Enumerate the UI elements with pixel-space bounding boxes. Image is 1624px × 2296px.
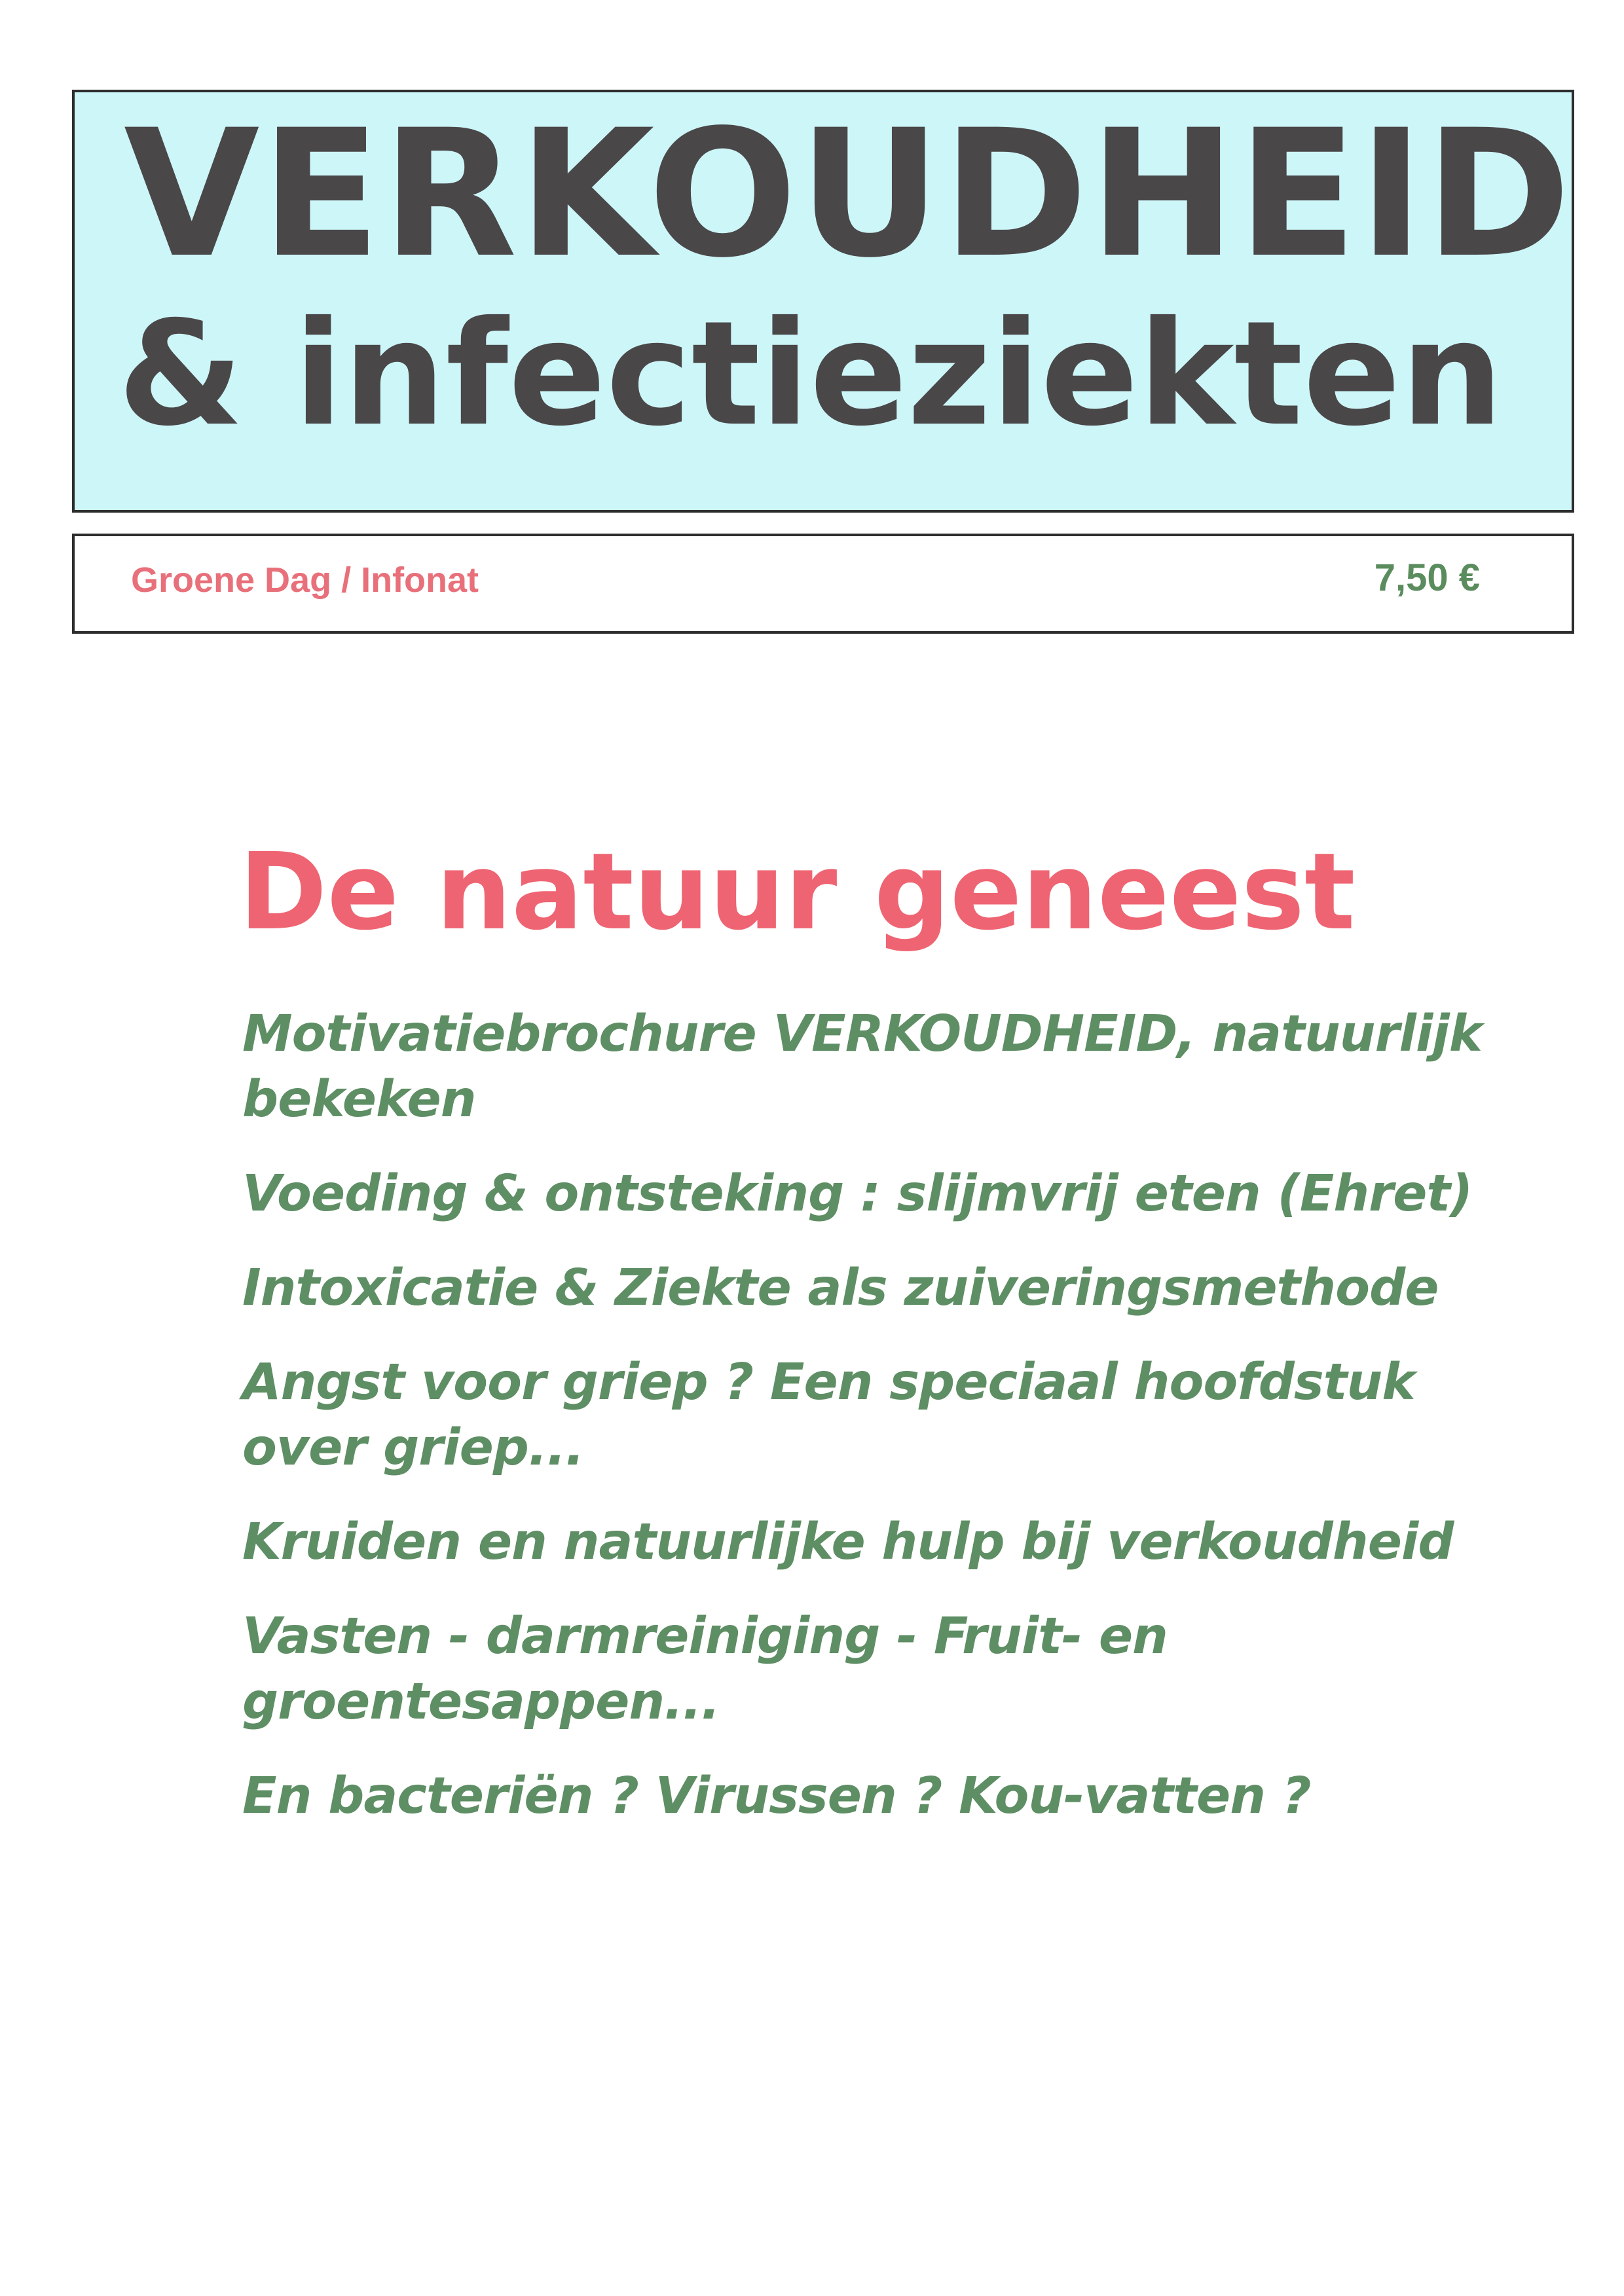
topic-item: En bacteriën ? Virussen ? Kou-vatten ? xyxy=(242,1767,1311,1825)
topic-list xyxy=(242,1002,1545,1858)
info-bar xyxy=(72,534,1574,634)
topic-item: Voeding & ontsteking : slijmvrij eten (Ehret) xyxy=(242,1165,1473,1223)
title-box xyxy=(72,90,1574,513)
topic-item: Kruiden en natuurlijke hulp bij verkoudheid xyxy=(242,1513,1454,1571)
topic-item: Vasten - darmreiniging - Fruit- en groentesappen... xyxy=(242,1607,1168,1731)
publisher-name: Groene Dag / Infonat xyxy=(131,560,479,600)
price-label: 7,50 € xyxy=(1374,556,1480,599)
title-line-1: VERKOUDHEID xyxy=(124,92,1572,297)
subtitle: De natuur geneest xyxy=(239,831,1356,954)
topic-item: Intoxicatie & Ziekte als zuiveringsmethode xyxy=(242,1259,1439,1317)
title-line-2: & infectieziekten xyxy=(118,290,1504,458)
topic-item: Motivatiebrochure VERKOUDHEID, natuurlijk bekeken xyxy=(242,1005,1482,1129)
topic-item: Angst voor griep ? Een speciaal hoofdstuk over griep... xyxy=(242,1353,1415,1477)
